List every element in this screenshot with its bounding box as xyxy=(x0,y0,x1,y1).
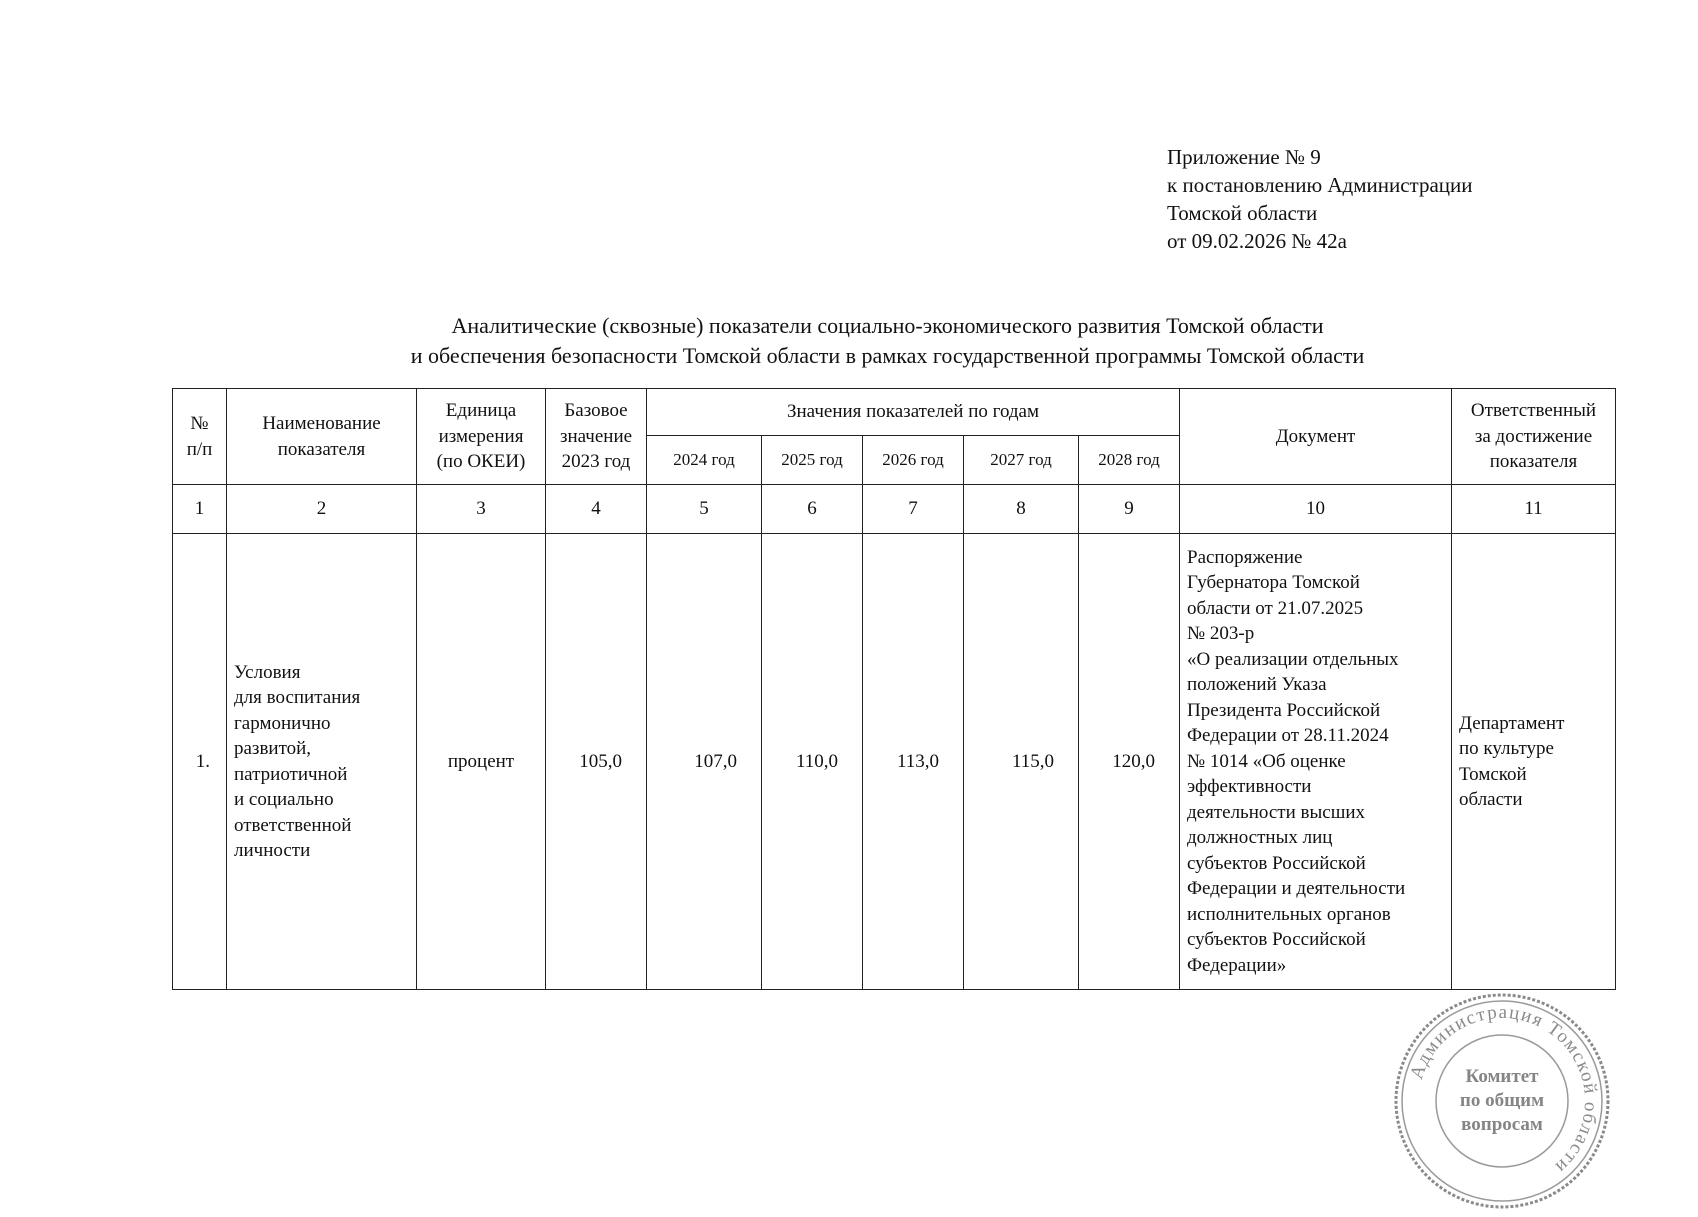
header-line: измерения xyxy=(438,425,524,447)
column-number: 10 xyxy=(1180,485,1452,534)
header-unit xyxy=(417,389,546,485)
value-2027: 115,0 xyxy=(964,534,1079,990)
header-number xyxy=(173,389,227,485)
column-number: 4 xyxy=(546,485,647,534)
column-number: 9 xyxy=(1079,485,1180,534)
document-line: исполнительных органов xyxy=(1187,903,1391,925)
indicator-name xyxy=(227,534,417,990)
document-line: Федерации» xyxy=(1187,954,1287,976)
header-line: Ответственный xyxy=(1470,400,1597,422)
document-line: субъектов Российской xyxy=(1187,929,1366,951)
document-line: деятельности высших xyxy=(1187,801,1365,823)
value-2028: 120,0 xyxy=(1079,534,1180,990)
column-number: 6 xyxy=(762,485,863,534)
header-row xyxy=(173,389,1616,436)
header-base-value xyxy=(546,389,647,485)
document-line: № 203-р xyxy=(1187,623,1255,645)
indicator-name-line: личности xyxy=(234,840,311,861)
header-document: Документ xyxy=(1180,389,1452,485)
header-line: за достижение xyxy=(1474,425,1593,447)
indicators-table xyxy=(172,388,1616,990)
header-line: показателя xyxy=(1489,451,1578,473)
indicator-name-line: для воспитания xyxy=(234,687,361,708)
header-line: значение xyxy=(559,425,633,447)
seal-ring-textpath: Администрация Томской области xyxy=(1406,1001,1602,1179)
document-title xyxy=(170,311,1605,371)
document-line: Федерации и деятельности xyxy=(1187,878,1406,900)
title-line: и обеспечения безопасности Томской области в рамках государственной программы Томской области xyxy=(410,343,1365,368)
document-line: «О реализации отдельных xyxy=(1187,648,1399,670)
seal-center-line: вопросам xyxy=(1461,1114,1543,1135)
header-responsible xyxy=(1452,389,1616,485)
indicator-name-line: Условия xyxy=(234,661,301,683)
column-number: 1 xyxy=(173,485,227,534)
seal-graphic xyxy=(1391,990,1613,1212)
indicator-name-line: патриотичной xyxy=(234,763,348,785)
column-number: 2 xyxy=(227,485,417,534)
responsible-line: по культуре xyxy=(1459,738,1554,759)
header-indicator-name xyxy=(227,389,417,485)
header-year: 2025 год xyxy=(762,436,863,485)
responsible-line: Департамент xyxy=(1459,712,1565,734)
document-line: № 1014 «Об оценке xyxy=(1187,750,1346,772)
document-line: субъектов Российской xyxy=(1187,852,1366,874)
document-line: Федерации от 28.11.2024 xyxy=(1187,725,1389,747)
header-line: показателя xyxy=(277,438,366,460)
column-number: 5 xyxy=(647,485,762,534)
document-line: Губернатора Томской xyxy=(1187,572,1360,594)
header-line: Наименование xyxy=(262,413,381,434)
header-line: № xyxy=(190,413,209,434)
column-number: 11 xyxy=(1452,485,1616,534)
document-line: Распоряжение xyxy=(1187,546,1303,568)
column-number: 7 xyxy=(863,485,964,534)
document-line: положений Указа xyxy=(1187,674,1327,696)
header-line: п/п xyxy=(186,438,213,460)
document-line: области от 21.07.2025 xyxy=(1187,597,1364,619)
header-line: (по ОКЕИ) xyxy=(436,451,526,473)
document-line: Президента Российской xyxy=(1187,699,1381,721)
appendix-line: Приложение № 9 xyxy=(1167,145,1321,169)
seal-center-line: по общим xyxy=(1459,1090,1545,1111)
row-number: 1. xyxy=(173,534,227,990)
value-2024: 107,0 xyxy=(647,534,762,990)
value-2026: 113,0 xyxy=(863,534,964,990)
header-year: 2026 год xyxy=(863,436,964,485)
column-number: 8 xyxy=(964,485,1079,534)
responsible-party xyxy=(1452,534,1616,990)
indicator-name-line: развитой, xyxy=(234,738,312,759)
indicator-name-line: ответственной xyxy=(234,814,352,836)
unit-value: процент xyxy=(417,534,546,990)
responsible-line: Томской xyxy=(1459,763,1527,785)
table-row xyxy=(173,534,1616,990)
column-number: 3 xyxy=(417,485,546,534)
appendix-line: от 09.02.2026 № 42а xyxy=(1167,229,1348,253)
header-year: 2028 год xyxy=(1079,436,1180,485)
header-year: 2024 год xyxy=(647,436,762,485)
header-line: 2023 год xyxy=(561,451,631,473)
header-values-by-year: Значения показателей по годам xyxy=(647,389,1180,436)
official-seal xyxy=(1391,990,1613,1212)
header-line: Базовое xyxy=(564,400,628,422)
appendix-block xyxy=(1167,143,1473,255)
title-line: Аналитические (сквозные) показатели социально-экономического развития Томской области xyxy=(451,313,1324,338)
document-line: должностных лиц xyxy=(1187,827,1333,849)
seal-center-line: Комитет xyxy=(1465,1066,1539,1087)
document-line: эффективности xyxy=(1187,776,1312,798)
header-year: 2027 год xyxy=(964,436,1079,485)
header-line: Единица xyxy=(445,400,517,422)
responsible-line: области xyxy=(1459,789,1523,810)
appendix-line: к постановлению Администрации xyxy=(1167,173,1473,197)
indicator-name-line: и социально xyxy=(234,789,334,810)
column-number-row xyxy=(173,485,1616,534)
indicator-name-line: гармонично xyxy=(234,712,331,734)
base-value-2023: 105,0 xyxy=(546,534,647,990)
value-2025: 110,0 xyxy=(762,534,863,990)
document-reference xyxy=(1180,534,1452,990)
appendix-line: Томской области xyxy=(1167,201,1318,225)
